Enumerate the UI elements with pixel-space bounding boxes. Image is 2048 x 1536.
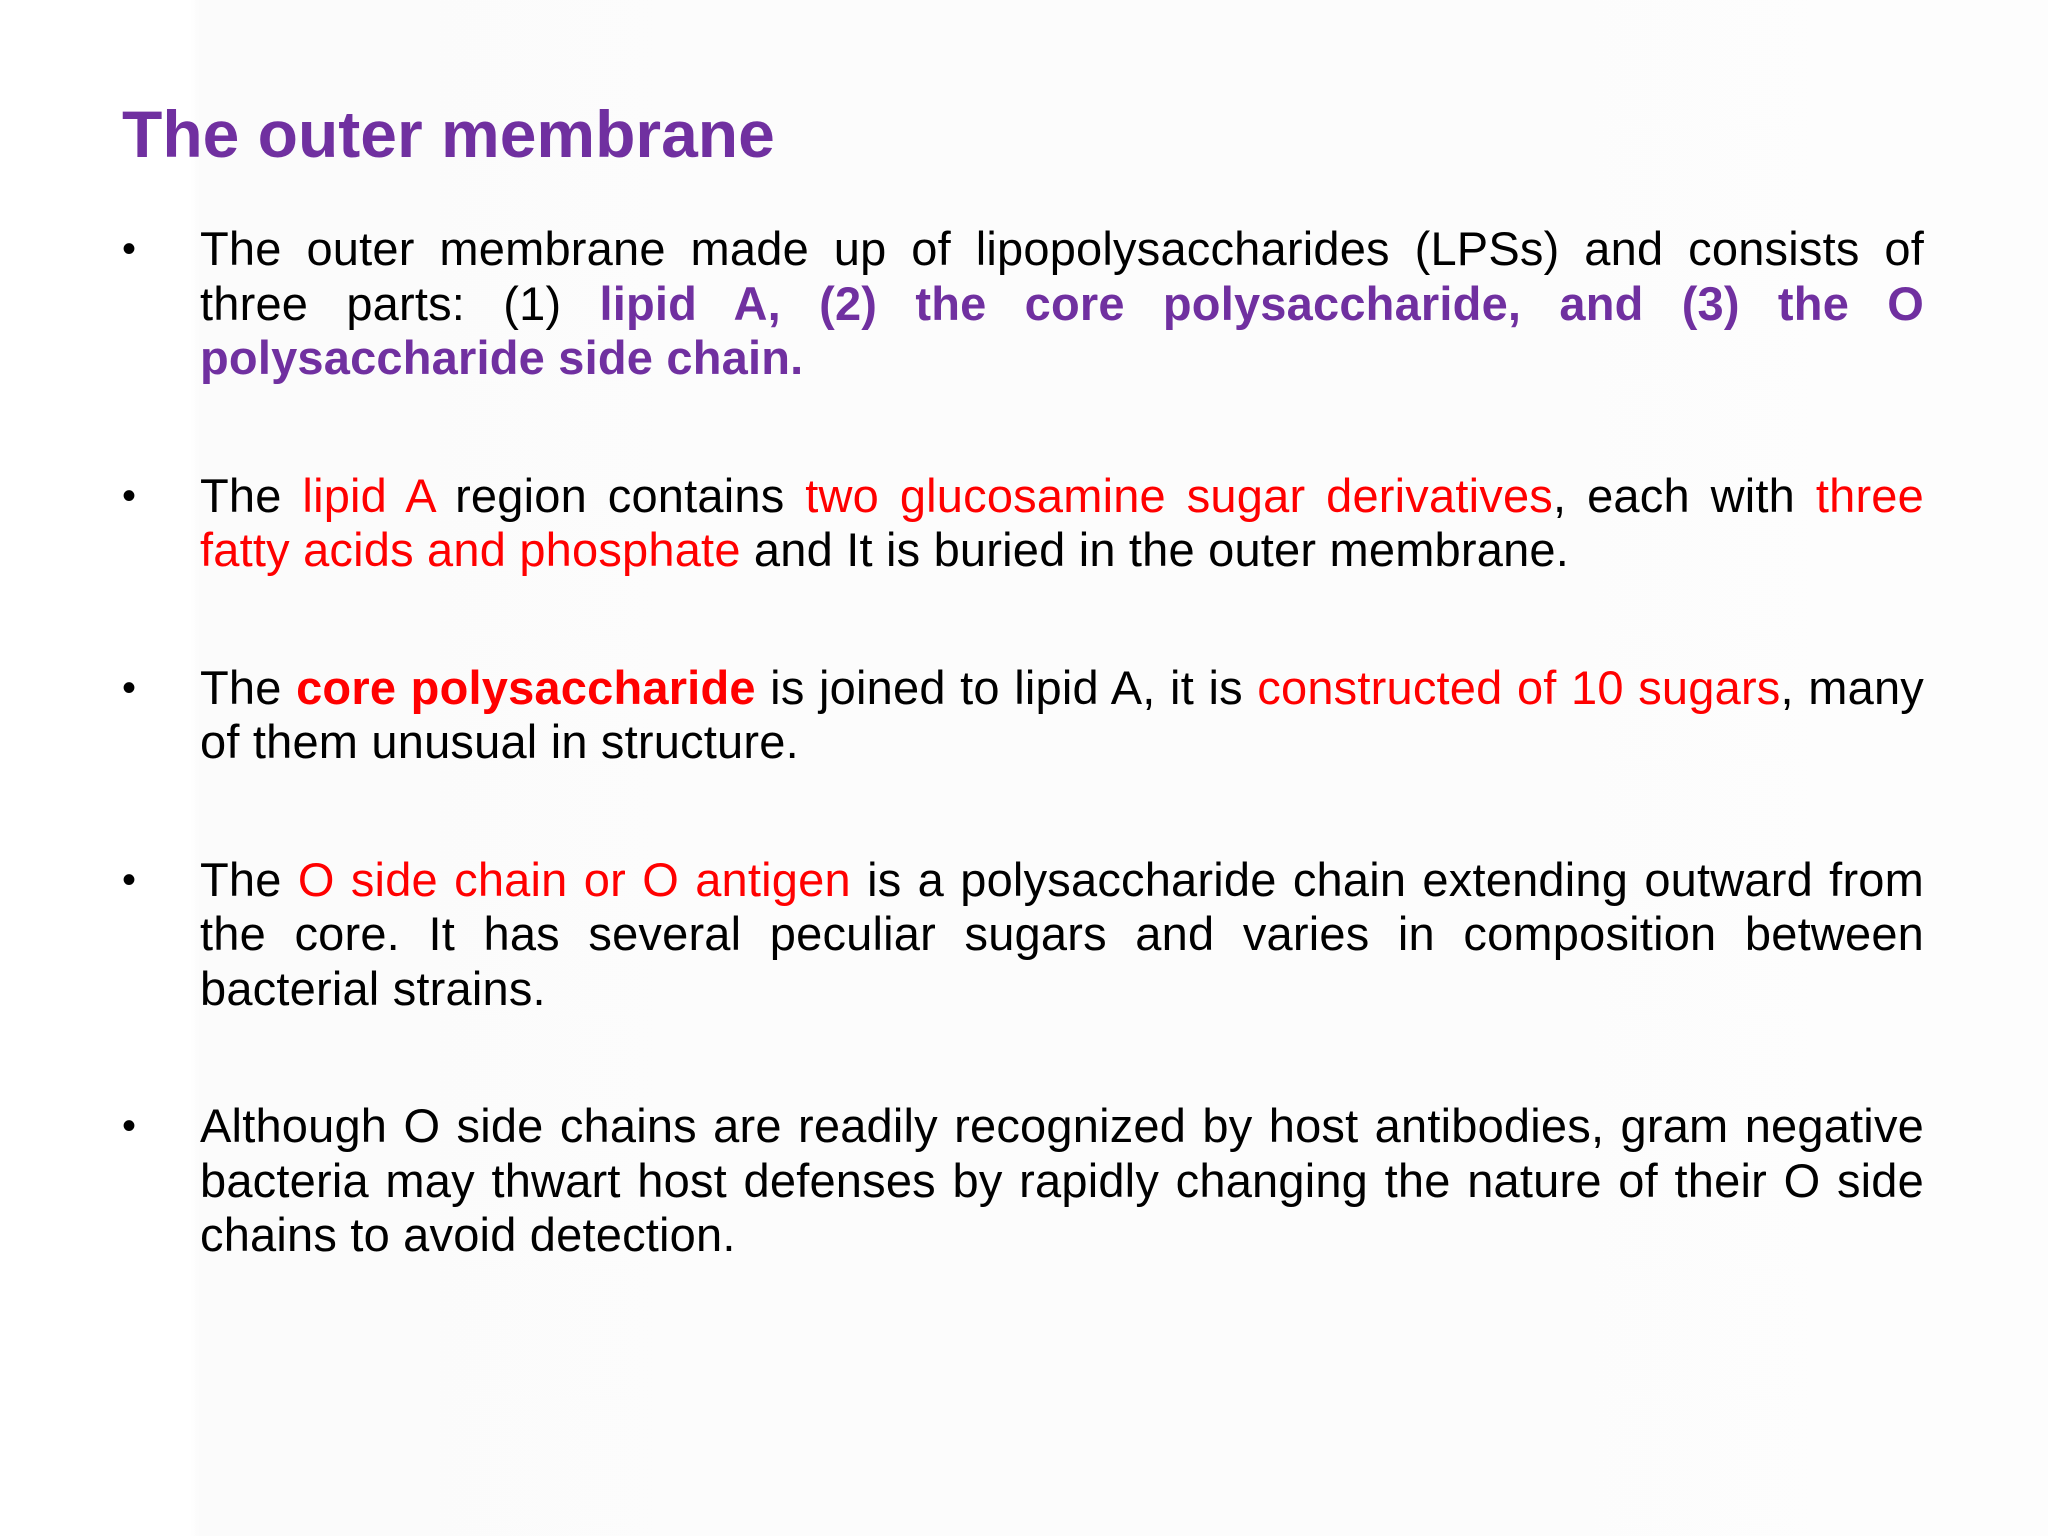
bullet-icon: •	[122, 473, 137, 518]
bullet-icon: •	[122, 1104, 137, 1148]
highlight-lps-parts: lipid A, (2) the core polysaccharide, and (3) the O polysaccharide side chain.	[200, 276, 1924, 384]
bullet-icon: •	[122, 227, 137, 271]
bullet-text: is joined to lipid A, it is	[755, 660, 1258, 714]
slide-title: The outer membrane	[122, 97, 775, 171]
bullet-text: , many of them unusual in structure.	[200, 660, 1924, 768]
highlight-lipid-a: lipid A	[302, 468, 435, 522]
bullet-icon: •	[122, 665, 137, 710]
highlight-o-antigen: O side chain or O antigen	[297, 852, 851, 906]
bullet-text: The outer membrane made up of lipopolysaccharides (LPSs) and consists of three parts: (1)	[200, 222, 1924, 330]
highlight-core-polysaccharide: core polysaccharide	[296, 660, 756, 714]
bullet-item-o-side-chain	[122, 853, 1924, 1017]
bullet-text: The	[200, 852, 298, 906]
bullet-text: region contains	[434, 468, 806, 522]
highlight-glucosamine: two glucosamine sugar derivatives	[805, 468, 1553, 522]
bullet-list	[122, 222, 1924, 1346]
bullet-text: Although O side chains are readily recognized by host antibodies, gram negative bacteria may thwart host defenses by rapidly changing the nature of their O side chains to avoid detection.	[200, 1099, 1924, 1261]
bullet-text: The	[200, 468, 303, 522]
bullet-text: The	[200, 660, 297, 714]
highlight-ten-sugars: constructed of 10 sugars	[1257, 660, 1781, 714]
bullet-item-lipid-a	[122, 469, 1924, 578]
bullet-item-core-polysaccharide	[122, 661, 1924, 770]
bullet-text: and It is buried in the outer membrane.	[740, 523, 1570, 576]
bullet-text: , each with	[1552, 468, 1816, 522]
highlight-fatty-acids: three fatty acids and phosphate	[200, 468, 1924, 576]
bullet-icon: •	[122, 857, 137, 902]
bullet-text: is a polysaccharide chain extending outward from the core. It has several peculiar sugars and varies in composition between bacterial strains.	[200, 852, 1924, 1015]
bullet-item-host-defense	[122, 1099, 1924, 1263]
bullet-item-lps-composition	[122, 222, 1924, 386]
